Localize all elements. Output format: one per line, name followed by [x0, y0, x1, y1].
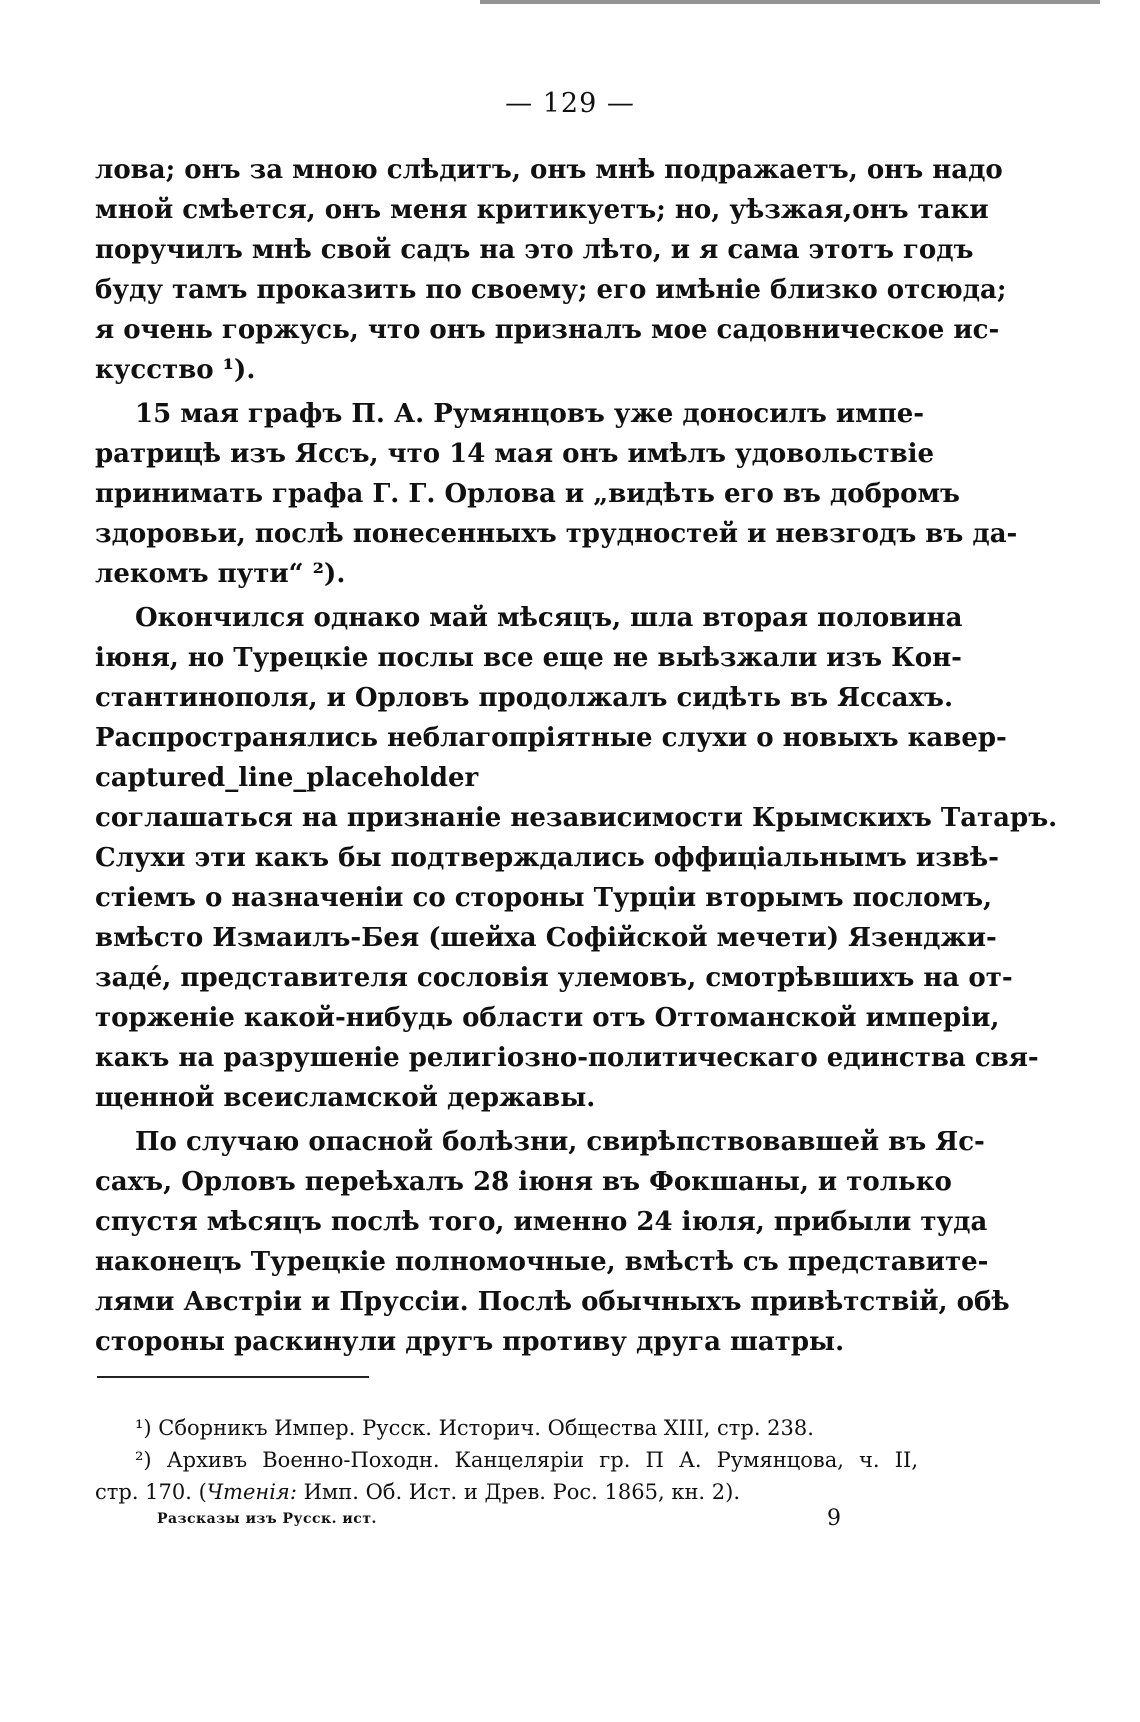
- text-line: вмѣсто Измаилъ-Бея (шейха Софійской мечети) Язенджи-: [95, 923, 997, 953]
- text-line: сахъ, Орловъ переѣхалъ 28 іюня въ Фокшаны, и только: [95, 1167, 952, 1197]
- footnote-separator: [97, 1376, 369, 1378]
- signature-mark: Разсказы изъ Русск. ист.: [157, 1511, 377, 1527]
- text-line: мной смѣется, онъ меня критикуетъ; но, уѣзжая,онъ таки: [95, 195, 989, 225]
- paragraph-first-line: Окончился однако май мѣсяцъ, шла вторая половина: [135, 603, 963, 633]
- text-line: лями Австріи и Пруссіи. Послѣ обычныхъ привѣтствій, обѣ: [95, 1287, 1010, 1317]
- paragraph-first-line: По случаю опасной болѣзни, свирѣпствовавшей въ Яс-: [135, 1127, 985, 1157]
- text-line: captured_line_placeholder: [95, 763, 479, 793]
- footnote-2-post: Имп. Об. Ист. и Древ. Рос. 1865, кн. 2).: [296, 1480, 741, 1504]
- text-line: стіемъ о назначеніи со стороны Турціи вторымъ посломъ,: [95, 883, 993, 913]
- top-border-rule: [480, 0, 1100, 4]
- text-line: какъ на разрушеніе религіозно-политическаго единства свя-: [95, 1043, 1039, 1073]
- text-line: наконецъ Турецкіе полномочные, вмѣстѣ съ представите-: [95, 1247, 989, 1277]
- text-line: стантинополя, и Орловъ продолжалъ сидѣть въ Яссахъ.: [95, 683, 954, 713]
- text-line: соглашаться на признаніе независимости Крымскихъ Татаръ.: [95, 803, 1058, 833]
- footnote-2-pre: стр. 170. (: [95, 1480, 207, 1504]
- text-line: лекомъ пути“ ²).: [95, 559, 346, 589]
- text-line: здоровьи, послѣ понесенныхъ трудностей и невзгодъ въ да-: [95, 519, 1018, 549]
- footnote-2-line-1: ²) Архивъ Военно-Походн. Канцеляріи гр. П А. Румянцова, ч. II,: [135, 1448, 918, 1472]
- body-text: [95, 150, 1058, 1362]
- text-line: поручилъ мнѣ свой садъ на это лѣто, и я сама этотъ годъ: [95, 235, 974, 265]
- text-line: кусство ¹).: [95, 355, 256, 385]
- text-line: я очень горжусь, что онъ призналъ мое садовническое ис-: [95, 315, 1000, 345]
- text-line: буду тамъ проказить по своему; его имѣніе близко отсюда;: [95, 275, 1007, 305]
- text-line: стороны раскинули другъ противу друга шатры.: [95, 1327, 845, 1357]
- text-line: щенной всеисламской державы.: [95, 1083, 596, 1113]
- text-line: ратрицѣ изъ Яссъ, что 14 мая онъ имѣлъ удовольствіе: [95, 439, 935, 469]
- sheet-number: 9: [827, 1506, 841, 1531]
- text-line: Распространялись неблагопріятные слухи о новыхъ кавер-: [95, 723, 1007, 753]
- text-line: принимать графа Г. Г. Орлова и „видѣть его въ добромъ: [95, 479, 960, 509]
- footnote-2-source-title: Чтенія:: [206, 1480, 297, 1504]
- footnotes: [95, 1412, 918, 1508]
- paragraph-first-line: 15 мая графъ П. А. Румянцовъ уже доносилъ импе-: [135, 399, 925, 429]
- text-line: іюня, но Турецкіе послы все еще не выѣзжали изъ Кон-: [95, 643, 962, 673]
- page-number: — 129 —: [505, 88, 635, 119]
- text-line: лова; онъ за мною слѣдитъ, онъ мнѣ подражаетъ, онъ надо: [95, 155, 1003, 185]
- footnote-2-line-2: [95, 1476, 918, 1508]
- text-line: торженіе какой-нибудь области отъ Оттоманской имперіи,: [95, 1003, 1000, 1033]
- text-line: спустя мѣсяцъ послѣ того, именно 24 іюля, прибыли туда: [95, 1207, 988, 1237]
- footnote-1: ¹) Сборникъ Импер. Русск. Историч. Общества XIII, стр. 238.: [135, 1416, 814, 1440]
- text-line: Слухи эти какъ бы подтверждались оффиціальнымъ извѣ-: [95, 843, 999, 873]
- text-line: заде́, представителя сословія улемовъ, смотрѣвшихъ на от-: [95, 963, 1013, 993]
